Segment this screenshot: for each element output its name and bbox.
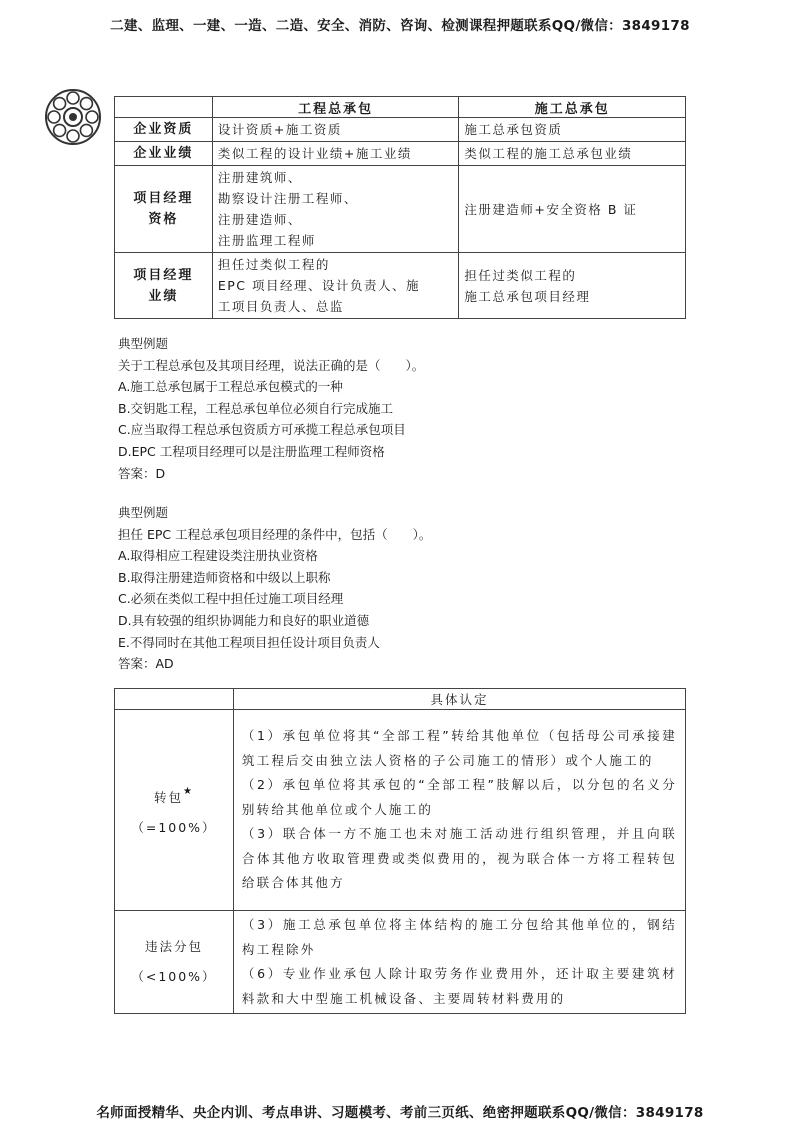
star-icon: ★ — [182, 786, 194, 797]
table-corner — [115, 97, 213, 118]
table-row — [115, 118, 686, 142]
item-paragraph: （1）承包单位将其“全部工程”转给其他单位（包括母公司承接建筑工程后交由独立法人资格的子公司施工的情形）或个人施工的 — [241, 728, 677, 768]
table-cell: 类似工程的设计业绩+施工业绩 — [212, 142, 459, 166]
option-c: C.应当取得工程总承包资质方可承揽工程总承包项目 — [118, 422, 406, 438]
answer: 答案：D — [118, 465, 166, 481]
row-label — [115, 710, 234, 911]
table-cell — [233, 911, 685, 1014]
question-heading: 典型例题 — [118, 336, 169, 351]
answer: 答案：AD — [118, 656, 174, 672]
table-cell: 注册建造师+安全资格 B 证 — [459, 166, 686, 253]
row-label: 企业资质 — [115, 118, 213, 142]
seal-logo — [44, 88, 102, 146]
question-stem: 担任 EPC 工程总承包项目经理的条件中，包括（ ）。 — [118, 526, 432, 542]
column-header: 具体认定 — [233, 689, 685, 710]
item-paragraph: （2）承包单位将其承包的“全部工程”肢解以后，以分包的名义分别转给其他单位或个人施工的 — [241, 777, 677, 817]
row-label: 企业业绩 — [115, 142, 213, 166]
example-question-1 — [118, 333, 424, 484]
row-label-sub: （<100%） — [131, 969, 217, 984]
column-header: 工程总承包 — [212, 97, 459, 118]
example-question-2 — [118, 502, 431, 675]
question-heading: 典型例题 — [118, 505, 169, 520]
row-label: 项目经理 资格 — [115, 166, 213, 253]
table-row — [115, 911, 686, 1014]
header-banner: 二建、监理、一建、一造、二造、安全、消防、咨询、检测课程押题联系QQ/微信：3849178 — [110, 18, 690, 34]
footer-banner: 名师面授精华、央企内训、考点串讲、习题模考、考前三页纸、绝密押题联系QQ/微信：3849178 — [96, 1105, 704, 1121]
table-cell: 施工总承包资质 — [459, 118, 686, 142]
table-cell: 注册建筑师、 勘察设计注册工程师、 注册建造师、 注册监理工程师 — [212, 166, 459, 253]
option-a: A.施工总承包属于工程总承包模式的一种 — [118, 379, 343, 395]
comparison-table — [114, 96, 686, 319]
option-b: B.取得注册建造师资格和中级以上职称 — [118, 569, 331, 585]
subcontract-table — [114, 688, 686, 1014]
table-row — [115, 142, 686, 166]
table-row — [115, 166, 686, 253]
row-label-sub: （=100%） — [131, 820, 217, 835]
option-d: D.具有较强的组织协调能力和良好的职业道德 — [118, 612, 370, 628]
option-e: E.不得同时在其他工程项目担任设计项目负责人 — [118, 634, 380, 650]
table-row — [115, 253, 686, 319]
table-row — [115, 710, 686, 911]
option-c: C.必须在类似工程中担任过施工项目经理 — [118, 591, 344, 607]
table-cell — [233, 710, 685, 911]
item-paragraph: （3）联合体一方不施工也未对施工活动进行组织管理，并且向联合体其他方收取管理费或类似费用的，视为联合体一方将工程转包给联合体其他方 — [241, 826, 677, 891]
option-a: A.取得相应工程建设类注册执业资格 — [118, 548, 318, 564]
row-label-text: 违法分包 — [144, 939, 203, 954]
option-d: D.EPC 工程项目经理可以是注册监理工程师资格 — [118, 443, 385, 459]
column-header: 施工总承包 — [459, 97, 686, 118]
row-label: 项目经理 业绩 — [115, 253, 213, 319]
row-label — [115, 911, 234, 1014]
table-cell: 担任过类似工程的 EPC 项目经理、设计负责人、施 工项目负责人、总监 — [212, 253, 459, 319]
item-paragraph: （6）专业作业承包人除计取劳务作业费用外，还计取主要建筑材料款和大中型施工机械设备、主要周转材料费用的 — [241, 966, 677, 1006]
item-paragraph: （3）施工总承包单位将主体结构的施工分包给其他单位的，钢结构工程除外 — [241, 917, 677, 957]
row-label-text: 转包 — [153, 790, 183, 805]
table-cell: 类似工程的施工总承包业绩 — [459, 142, 686, 166]
table-corner — [115, 689, 234, 710]
table-cell: 担任过类似工程的 施工总承包项目经理 — [459, 253, 686, 319]
table-cell: 设计资质+施工资质 — [212, 118, 459, 142]
option-b: B.交钥匙工程，工程总承包单位必须自行完成施工 — [118, 400, 394, 416]
question-stem: 关于工程总承包及其项目经理，说法正确的是（ ）。 — [118, 357, 425, 373]
